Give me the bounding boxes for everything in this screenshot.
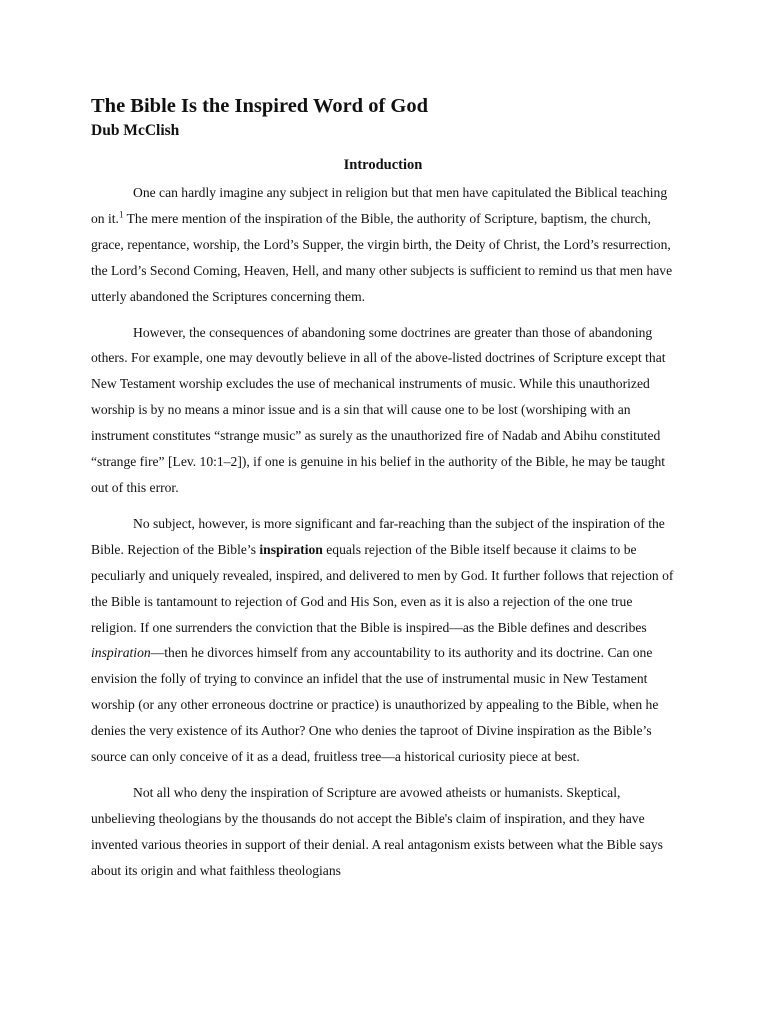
paragraph-3: [91, 511, 675, 770]
paragraph-3-italic-term: inspiration: [91, 645, 151, 661]
paragraph-3-text-b: equals rejection of the Bible itself because it claims to be peculiarly and uniquely revealed, inspired, and delivered to men by God. It further follows that rejection of the Bible is tantamount to rejection of God and His Son, even as it is also a rejection of the one true religion. If one surrenders the conviction that the Bible is inspired—as the Bible defines and describes: [91, 541, 674, 635]
paragraph-3-text-a: No subject, however, is more significant and far-reaching than the subject of the inspiration of the Bible. Rejection of the Bible’s: [91, 515, 665, 557]
document-body: [91, 92, 675, 894]
section-heading: Introduction: [343, 157, 423, 173]
author-name: Dub McClish: [91, 122, 180, 139]
paragraph-3-text-c: —then he divorces himself from any accountability to its authority and its doctrine. Can one envision the folly of trying to convince an infidel that the use of instrumental music in New Testament worship (or any other erroneous doctrine or practice) is unauthorized by appealing to the Bible, when he denies the very existence of its Author? One who denies the taproot of Divine inspiration as the Bible’s source can only conceive of it as a dead, fruitless tree—a historical curiosity piece at best.: [91, 645, 659, 765]
document-title: The Bible Is the Inspired Word of God: [91, 95, 428, 117]
paragraph-2: However, the consequences of abandoning some doctrines are greater than those of abandoning others. For example, one may devoutly believe in all of the above-listed doctrines of Scripture except that New Testament worship excludes the use of mechanical instruments of music. While this unauthorized worship is by no means a minor issue and is a sin that will cause one to be lost (worshiping with an instrument constitutes “strange music” as surely as the unauthorized fire of Nadab and Abihu constituted “strange fire” [Lev. 10:1–2]), if one is genuine in his belief in the authority of the Bible, he may be taught out of this error.: [91, 324, 666, 495]
paragraph-3-bold-term: inspiration: [259, 541, 323, 557]
footnote-marker[interactable]: 1: [118, 209, 124, 220]
paragraph-1-text-b: The mere mention of the inspiration of the Bible, the authority of Scripture, baptism, the church, grace, repentance, worship, the Lord’s Supper, the virgin birth, the Deity of Christ, the Lord’s resurrection, the Lord’s Second Coming, Heaven, Hell, and many other subjects is sufficient to remind us that men have utterly abandoned the Scriptures concerning them.: [91, 210, 673, 304]
paragraph-4: Not all who deny the inspiration of Scripture are avowed atheists or humanists. Skeptical, unbelieving theologians by the thousands do not accept the Bible's claim of inspiration, and they have invented various theories in support of their denial. A real antagonism exists between what the Bible says about its origin and what faithless theologians: [91, 784, 663, 878]
paragraph-1-text-a: One can hardly imagine any subject in religion but that men have capitulated the Biblical teaching on it.: [91, 185, 668, 226]
paragraph-1: [91, 180, 675, 310]
